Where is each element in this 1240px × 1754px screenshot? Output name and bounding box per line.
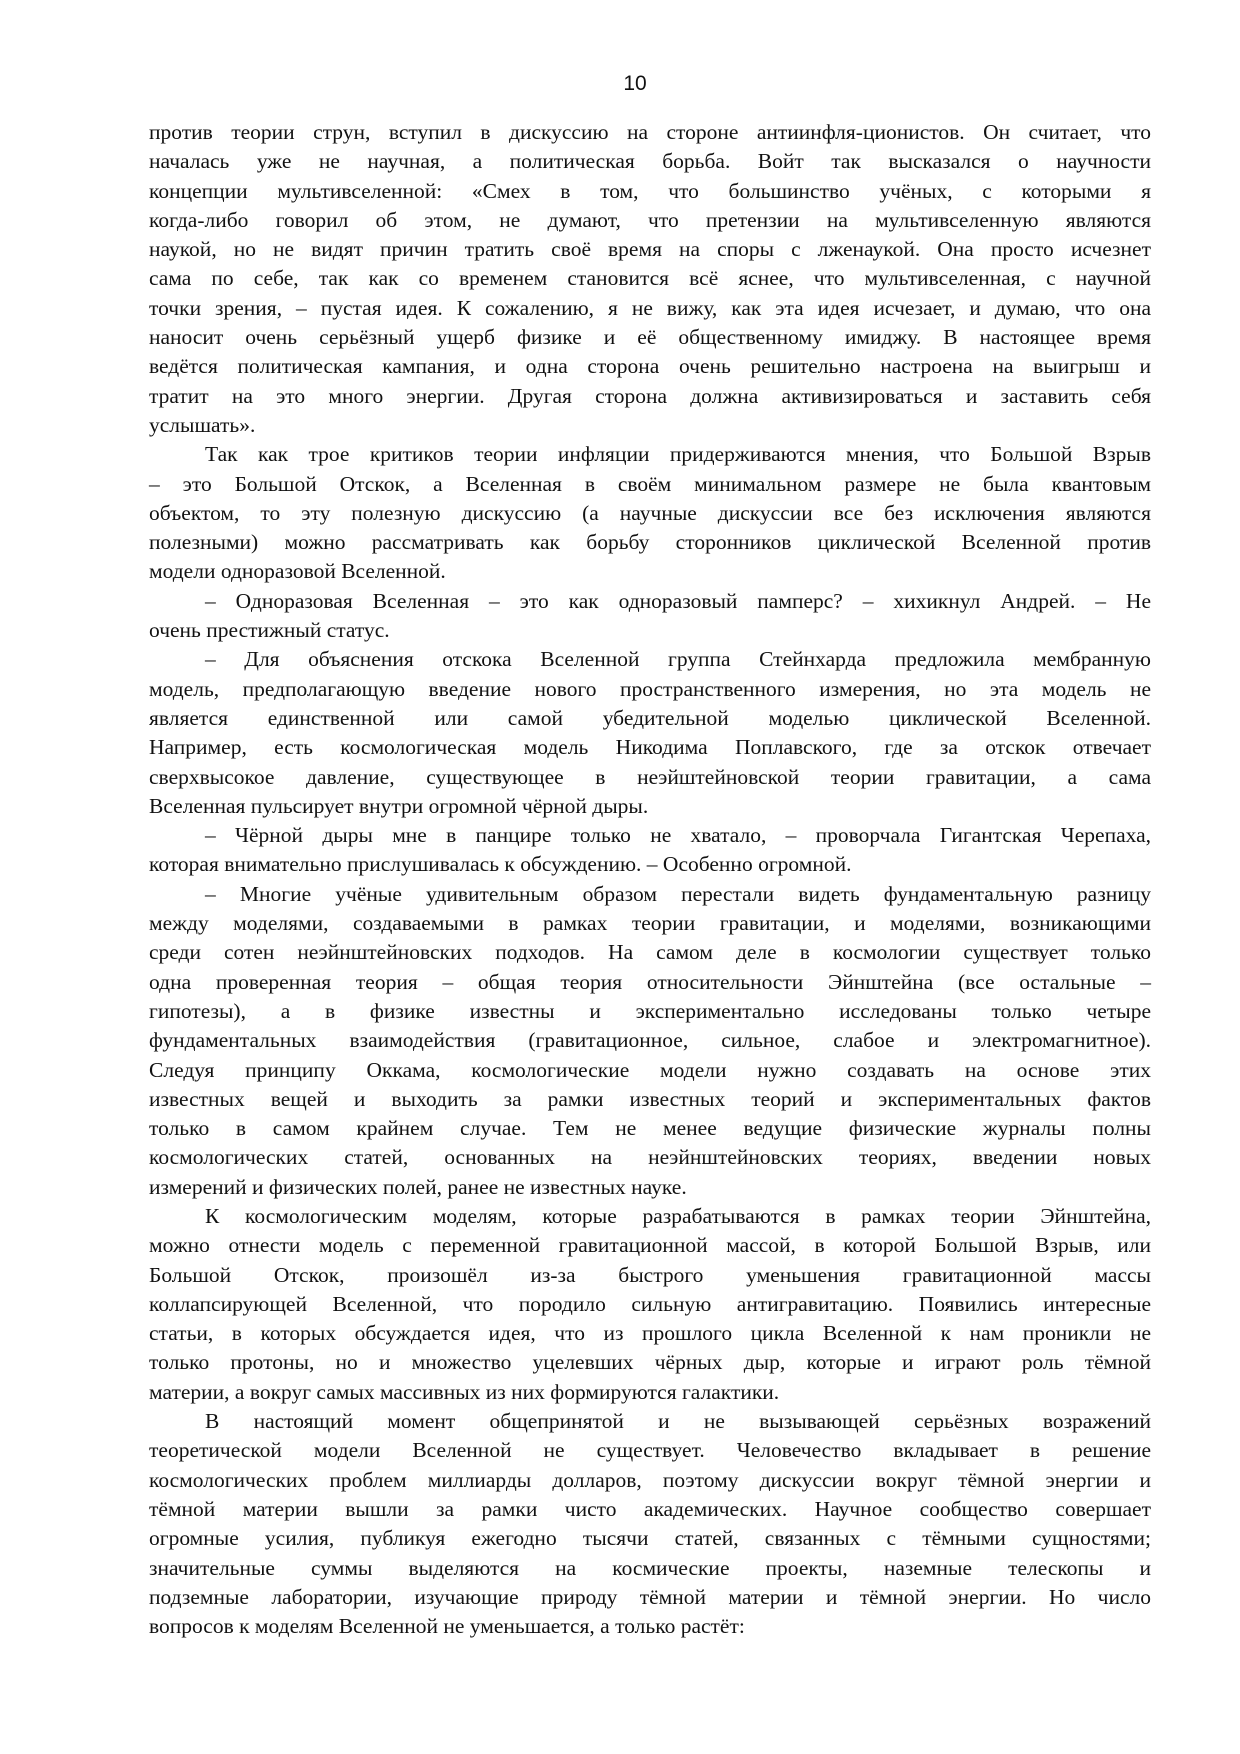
text-line: сама по себе, так как со временем становится всё яснее, что мультивселенная, с научной [149,266,1151,291]
text-line: теоретической модели Вселенной не существует. Человечество вкладывает в решение [149,1438,1151,1463]
text-line: тратит на это много энергии. Другая сторона должна активизироваться и заставить себя [149,383,1151,408]
text-line: можно отнести модель с переменной гравитационной массой, в которой Большой Взрыв, или [149,1233,1151,1258]
text-line: материи, а вокруг самых массивных из них формируются галактики. [149,1379,780,1404]
text-line: – это Большой Отскок, а Вселенная в своём минимальном размере не была квантовым [149,471,1151,496]
text-line: статьи, в которых обсуждается идея, что из прошлого цикла Вселенной к нам проникли не [149,1321,1151,1346]
text-line: тёмной материи вышли за рамки чисто академических. Научное сообщество совершает [149,1496,1151,1521]
text-line: когда-либо говорил об этом, не думают, что претензии на мультивселенную являются [149,207,1151,232]
text-line: среди сотен неэйнштейновских подходов. На самом деле в космологии существует только [149,940,1151,965]
paragraph [149,645,1151,821]
text-line: модель, предполагающую введение нового пространственного измерения, но эта модель не [149,676,1151,701]
text-line: ведётся политическая кампания, и одна сторона очень решительно настроена на выигрыш и [149,354,1151,379]
text-line: вопросов к моделям Вселенной не уменьшается, а только растёт: [149,1614,745,1639]
text-line: фундаментальных взаимодействия (гравитационное, сильное, слабое и электромагнитное). [149,1028,1151,1053]
text-line: – Для объяснения отскока Вселенной группа Стейнхарда предложила мембранную [205,647,1151,672]
text-line: известных вещей и выходить за рамки известных теорий и экспериментальных фактов [149,1086,1151,1111]
paragraph [149,1202,1151,1407]
text-line: против теории струн, вступил в дискуссию на стороне антиинфля-ционистов. Он считает, что [149,120,1151,144]
text-line: Например, есть космологическая модель Никодима Поплавского, где за отскок отвечает [149,735,1151,760]
text-line: очень престижный статус. [149,618,390,643]
text-line: огромные усилия, публикуя ежегодно тысячи статей, связанных с тёмными сущностями; [149,1526,1151,1551]
text-line: К космологическим моделям, которые разрабатываются в рамках теории Эйнштейна, [205,1203,1151,1228]
text-line: В настоящий момент общепринятой и не вызывающей серьёзных возражений [205,1409,1151,1434]
text-line: подземные лаборатории, изучающие природу тёмной материи и тёмной энергии. Но число [149,1584,1151,1609]
text-line: сверхвысокое давление, существующее в неэйштейновской теории гравитации, а сама [149,764,1151,789]
text-line: концепции мультивселенной: «Смех в том, что большинство учёных, с которыми я [149,178,1151,203]
body-text [149,118,1151,1641]
paragraph [149,821,1151,880]
text-line: наносит очень серьёзный ущерб физике и её общественному имиджу. В настоящее время [149,325,1151,350]
text-line: которая внимательно прислушивалась к обсуждению. – Особенно огромной. [149,852,852,877]
text-line: Следуя принципу Оккама, космологические модели нужно создавать на основе этих [149,1057,1151,1082]
text-line: коллапсирующей Вселенной, что породило сильную антигравитацию. Появились интересные [149,1291,1151,1316]
text-line: модели одноразовой Вселенной. [149,559,446,584]
text-line: гипотезы), а в физике известны и экспериментально исследованы только четыре [149,998,1151,1023]
text-line: только в самом крайнем случае. Тем не менее ведущие физические журналы полны [149,1116,1151,1141]
text-line: Вселенная пульсирует внутри огромной чёрной дыры. [149,793,649,818]
text-line: космологических проблем миллиарды долларов, поэтому дискуссии вокруг тёмной энергии и [149,1467,1151,1492]
text-line: измерений и физических полей, ранее не известных науке. [149,1174,687,1199]
page-number: 10 [623,72,647,95]
paragraph [149,118,1151,440]
text-line: космологических статей, основанных на неэйнштейновских теориях, введении новых [149,1145,1151,1170]
text-line: одна проверенная теория – общая теория относительности Эйнштейна (все остальные – [149,969,1151,994]
paragraph [149,587,1151,646]
text-line: является единственной или самой убедительной моделью циклической Вселенной. [149,705,1151,730]
text-line: Большой Отскок, произошёл из-за быстрого уменьшения гравитационной массы [149,1262,1151,1287]
text-line: значительные суммы выделяются на космические проекты, наземные телескопы и [149,1555,1151,1580]
paragraph [149,440,1151,586]
paragraph [149,1407,1151,1641]
text-line: началась уже не научная, а политическая борьба. Войт так высказался о научности [149,149,1151,174]
text-line: – Многие учёные удивительным образом перестали видеть фундаментальную разницу [205,881,1151,906]
paragraph [149,880,1151,1202]
text-line: точки зрения, – пустая идея. К сожалению, я не вижу, как эта идея исчезает, и думаю, что она [149,295,1151,320]
text-line: услышать». [149,412,256,437]
text-line: наукой, но не видят причин тратить своё время на споры с лженаукой. Она просто исчезнет [149,237,1151,262]
text-line: – Одноразовая Вселенная – это как одноразовый памперс? – хихикнул Андрей. – Не [205,588,1151,613]
text-line: объектом, то эту полезную дискуссию (а научные дискуссии все без исключения являются [149,500,1151,525]
text-line: Так как трое критиков теории инфляции придерживаются мнения, что Большой Взрыв [205,442,1151,467]
text-line: только протоны, но и множество уцелевших чёрных дыр, которые и играют роль тёмной [149,1350,1151,1375]
text-line: – Чёрной дыры мне в панцире только не хватало, – проворчала Гигантская Черепаха, [205,823,1151,848]
text-line: между моделями, создаваемыми в рамках теории гравитации, и моделями, возникающими [149,911,1151,936]
text-line: полезными) можно рассматривать как борьбу сторонников циклической Вселенной против [149,530,1151,555]
